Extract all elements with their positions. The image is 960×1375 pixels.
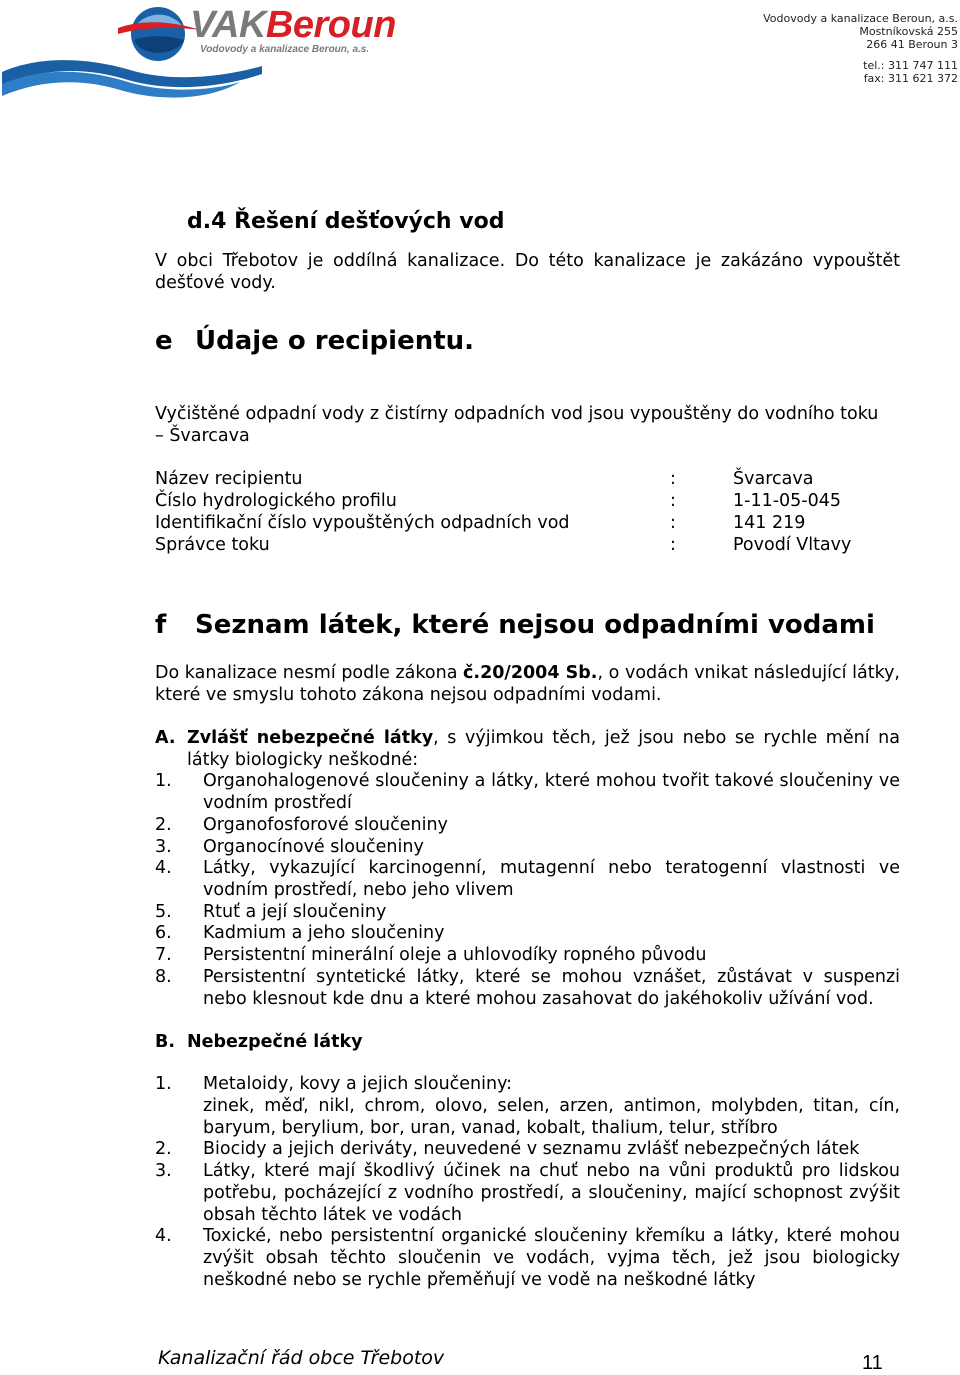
- list-item: Persistentní syntetické látky, které se mohou vznášet, zůstávat v suspenzi nebo klesnout kde dnu a které mohou zasahovat do jakéhokoliv užívání vod.: [203, 967, 900, 1009]
- list-item-num: 7.: [155, 945, 172, 965]
- company-name: Vodovody a kanalizace Beroun, a.s.: [763, 12, 958, 25]
- intro-f-law: č.20/2004 Sb.: [463, 663, 598, 683]
- list-item: Kadmium a jeho sloučeniny: [203, 923, 445, 943]
- list-item-num: 2.: [155, 815, 172, 835]
- list-item: Metaloidy, kovy a jejich sloučeniny:: [203, 1074, 513, 1094]
- paragraph-d4: V obci Třebotov je oddílná kanalizace. Do této kanalizace je zakázáno vypouštět dešťové vody.: [155, 251, 900, 293]
- list-a-title: Zvlášť nebezpečné látky: [187, 728, 434, 748]
- list-a-intro: [187, 727, 900, 771]
- list-item-num: 6.: [155, 923, 172, 943]
- list-item-num: 1.: [155, 1074, 172, 1094]
- row-sep: :: [670, 469, 676, 489]
- header: [0, 0, 960, 110]
- logo-subtitle: Vodovody a kanalizace Beroun, a.s.: [200, 44, 370, 55]
- intro-f-b: , o vodách vnikat následující látky, které ve smyslu tohoto zákona nejsou odpadními vodami.: [155, 663, 900, 705]
- company-city: 266 41 Beroun 3: [866, 38, 958, 51]
- recipient-table: [0, 468, 960, 558]
- row-sep: :: [670, 535, 676, 555]
- list-item-num: 1.: [155, 771, 172, 791]
- row-label: Správce toku: [155, 535, 270, 555]
- intro-f: [155, 662, 900, 706]
- intro-e-line1: Vyčištěné odpadní vody z čistírny odpadních vod jsou vypouštěny do vodního toku: [155, 404, 879, 424]
- list-item-num: 2.: [155, 1139, 172, 1159]
- heading-f: Seznam látek, které nejsou odpadními vodami: [195, 610, 875, 640]
- list-item-continuation: zinek, měď, nikl, chrom, olovo, selen, arzen, antimon, molybden, titan, cín, baryum, berylium, bor, uran, vanad, kobalt, thalium, telur, stříbro: [203, 1096, 900, 1138]
- row-label: Identifikační číslo vypouštěných odpadních vod: [155, 513, 570, 533]
- list-a-marker: A.: [155, 728, 176, 748]
- list-item: Rtuť a její sloučeniny: [203, 902, 387, 922]
- section-e-letter: e: [155, 326, 173, 356]
- row-sep: :: [670, 513, 676, 533]
- row-label: Název recipientu: [155, 469, 303, 489]
- intro-e-line2: – Švarcava: [155, 426, 250, 446]
- company-street: Mostníkovská 255: [859, 25, 958, 38]
- list-item: Organohalogenové sloučeniny a látky, které mohou tvořit takové sloučeniny ve vodním prostředí: [203, 771, 900, 813]
- section-f-letter: f: [155, 610, 167, 640]
- list-item: Biocidy a jejich deriváty, neuvedené v seznamu zvlášť nebezpečných látek: [203, 1139, 860, 1159]
- page-number: 11: [862, 1352, 883, 1374]
- list-item-num: 3.: [155, 837, 172, 857]
- list-item: Organofosforové sloučeniny: [203, 815, 448, 835]
- logo-vak: VAK: [190, 4, 266, 46]
- heading-e: Údaje o recipientu.: [195, 326, 475, 356]
- list-a-rest: , s výjimkou těch, jež jsou nebo se rychle mění na látky biologicky neškodné:: [187, 728, 900, 770]
- list-item-num: 5.: [155, 902, 172, 922]
- company-phone: tel.: 311 747 111: [863, 59, 958, 72]
- list-b-marker: B.: [155, 1032, 175, 1052]
- list-item-num: 4.: [155, 858, 172, 878]
- list-item-num: 8.: [155, 967, 172, 987]
- list-item: Organocínové sloučeniny: [203, 837, 424, 857]
- row-value: Povodí Vltavy: [733, 535, 852, 555]
- row-value: 1-11-05-045: [733, 491, 842, 511]
- intro-f-a: Do kanalizace nesmí podle zákona: [155, 663, 464, 683]
- company-address: [738, 12, 958, 85]
- list-item-num: 4.: [155, 1226, 172, 1246]
- logo-wordmark: [190, 4, 396, 47]
- company-fax: fax: 311 621 372: [863, 72, 958, 85]
- row-sep: :: [670, 491, 676, 511]
- logo-beroun: Beroun: [265, 4, 396, 46]
- row-label: Číslo hydrologického profilu: [155, 491, 397, 511]
- row-value: 141 219: [733, 513, 806, 533]
- list-item: Látky, vykazující karcinogenní, mutagenní nebo teratogenní vlastnosti ve vodním prostředí, nebo jeho vlivem: [203, 858, 900, 900]
- heading-d4: d.4 Řešení dešťových vod: [187, 209, 505, 234]
- list-item: Persistentní minerální oleje a uhlovodíky ropného původu: [203, 945, 707, 965]
- row-value: Švarcava: [733, 469, 814, 489]
- list-item-num: 3.: [155, 1161, 172, 1181]
- list-item: Látky, které mají škodlivý účinek na chuť nebo na vůni produktů pro lidskou potřebu, pocházející z vodního prostředí, a sloučeniny, mající schopnost zvýšit obsah těchto látek ve vodách: [203, 1161, 900, 1225]
- list-item: Toxické, nebo persistentní organické sloučeniny křemíku a látky, které mohou zvýšit obsah těchto sloučenin ve vodách, vyjma těch, jež jsou biologicky neškodné nebo se rychle přeměňují ve vodě na neškodné látky: [203, 1226, 900, 1290]
- footer-title: Kanalizační řád obce Třebotov: [158, 1347, 445, 1369]
- list-b-title: Nebezpečné látky: [187, 1032, 363, 1052]
